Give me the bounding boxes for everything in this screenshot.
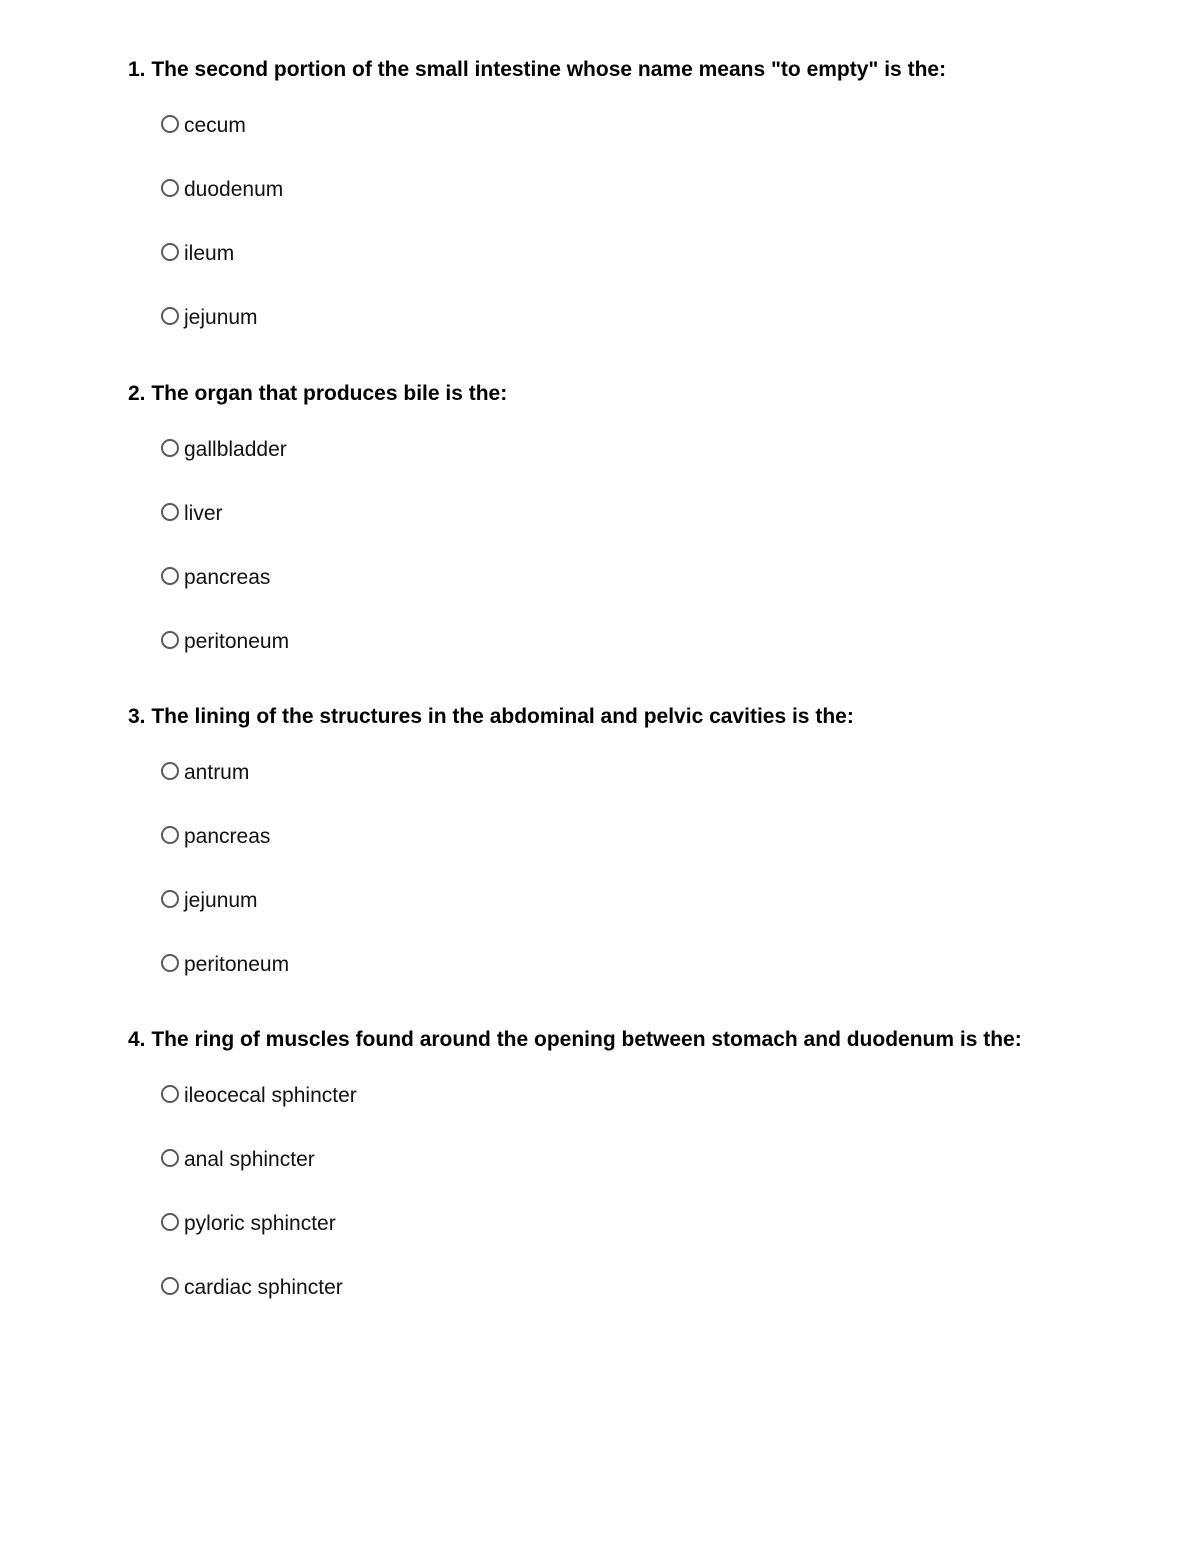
question-3-text: 3. The lining of the structures in the abdominal and pelvic cavities is the: [128,705,854,728]
radio-button[interactable] [161,1085,179,1103]
answer-label: pancreas [184,566,271,589]
answer-option[interactable] [161,501,1168,527]
radio-button[interactable] [161,115,179,133]
question-1 [128,57,1168,331]
question-2-options [128,437,1168,655]
answer-label: pancreas [184,825,271,848]
question-2-text: 2. The organ that produces bile is the: [128,382,508,405]
radio-button[interactable] [161,1149,179,1167]
radio-button[interactable] [161,567,179,585]
answer-label: jejunum [184,306,258,329]
answer-option[interactable] [161,1211,1168,1237]
question-1-options [128,113,1168,331]
radio-button[interactable] [161,243,179,261]
question-2 [128,381,1168,655]
answer-label: ileum [184,242,235,265]
answer-option[interactable] [161,305,1168,331]
radio-button[interactable] [161,954,179,972]
radio-button[interactable] [161,762,179,780]
answer-label: antrum [184,761,250,784]
question-4 [128,1027,1168,1301]
answer-label: gallbladder [184,438,287,461]
answer-option[interactable] [161,113,1168,139]
answer-label: jejunum [184,889,258,912]
answer-label: liver [184,502,223,525]
radio-button[interactable] [161,631,179,649]
answer-option[interactable] [161,888,1168,914]
answer-option[interactable] [161,952,1168,978]
answer-option[interactable] [161,760,1168,786]
answer-option[interactable] [161,824,1168,850]
radio-button[interactable] [161,826,179,844]
radio-button[interactable] [161,1277,179,1295]
answer-label: pyloric sphincter [184,1212,336,1235]
question-4-text: 4. The ring of muscles found around the opening between stomach and duodenum is the: [128,1028,1022,1051]
radio-button[interactable] [161,1213,179,1231]
answer-option[interactable] [161,629,1168,655]
radio-button[interactable] [161,890,179,908]
radio-button[interactable] [161,307,179,325]
question-4-options [128,1083,1168,1301]
question-1-text: 1. The second portion of the small intestine whose name means "to empty" is the: [128,58,947,81]
answer-label: duodenum [184,178,284,201]
answer-label: anal sphincter [184,1148,315,1171]
question-3-options [128,760,1168,978]
radio-button[interactable] [161,179,179,197]
question-3 [128,704,1168,978]
answer-option[interactable] [161,1147,1168,1173]
answer-label: cardiac sphincter [184,1276,343,1299]
answer-label: peritoneum [184,630,290,653]
answer-label: peritoneum [184,953,290,976]
answer-option[interactable] [161,177,1168,203]
radio-button[interactable] [161,503,179,521]
answer-label: ileocecal sphincter [184,1084,357,1107]
answer-label: cecum [184,114,246,137]
answer-option[interactable] [161,565,1168,591]
answer-option[interactable] [161,1275,1168,1301]
answer-option[interactable] [161,437,1168,463]
answer-option[interactable] [161,1083,1168,1109]
radio-button[interactable] [161,439,179,457]
answer-option[interactable] [161,241,1168,267]
